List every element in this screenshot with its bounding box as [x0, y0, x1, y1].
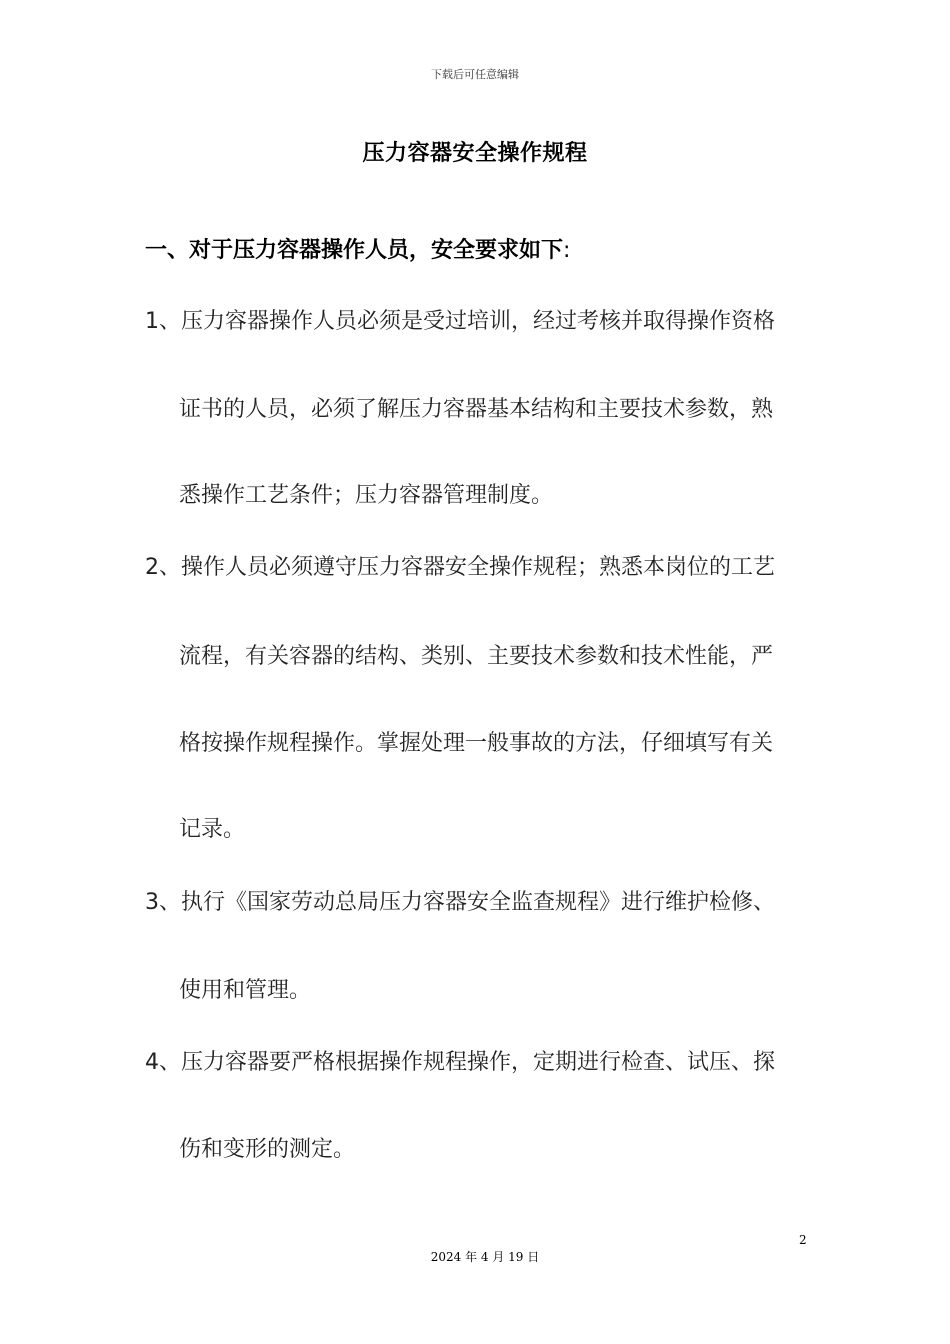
list-item-line: 3、执行《国家劳动总局压力容器安全监查规程》进行维护检修、 [145, 890, 775, 915]
section-heading [145, 233, 570, 264]
page-number: 2 [799, 1233, 807, 1247]
list-item-line: 2、操作人员必须遵守压力容器安全操作规程；熟悉本岗位的工艺 [145, 555, 775, 580]
list-item-line: 记录。 [179, 817, 246, 842]
list-item-line: 格按操作规程操作。掌握处理一般事故的方法，仔细填写有关 [179, 731, 774, 756]
list-item-line: 证书的人员，必须了解压力容器基本结构和主要技术参数，熟 [179, 397, 774, 422]
section-heading-text: 一、对于压力容器操作人员，安全要求如下 [145, 238, 564, 263]
list-item-line: 使用和管理。 [179, 978, 312, 1003]
page-title: 压力容器安全操作规程 [362, 141, 588, 166]
list-item-line: 1、压力容器操作人员必须是受过培训，经过考核并取得操作资格 [145, 309, 775, 334]
list-item-line: 流程，有关容器的结构、类别、主要技术参数和技术性能，严 [179, 644, 774, 669]
list-item-line: 伤和变形的测定。 [179, 1137, 356, 1162]
list-item-line: 悉操作工艺条件；压力容器管理制度。 [179, 483, 554, 508]
section-heading-colon: : [563, 238, 571, 263]
footer-date: 2024 年 4 月 19 日 [430, 1250, 540, 1264]
list-item-line: 4、压力容器要严格根据操作规程操作，定期进行检查、试压、探 [145, 1050, 775, 1075]
header-note: 下载后可任意编辑 [431, 68, 519, 81]
